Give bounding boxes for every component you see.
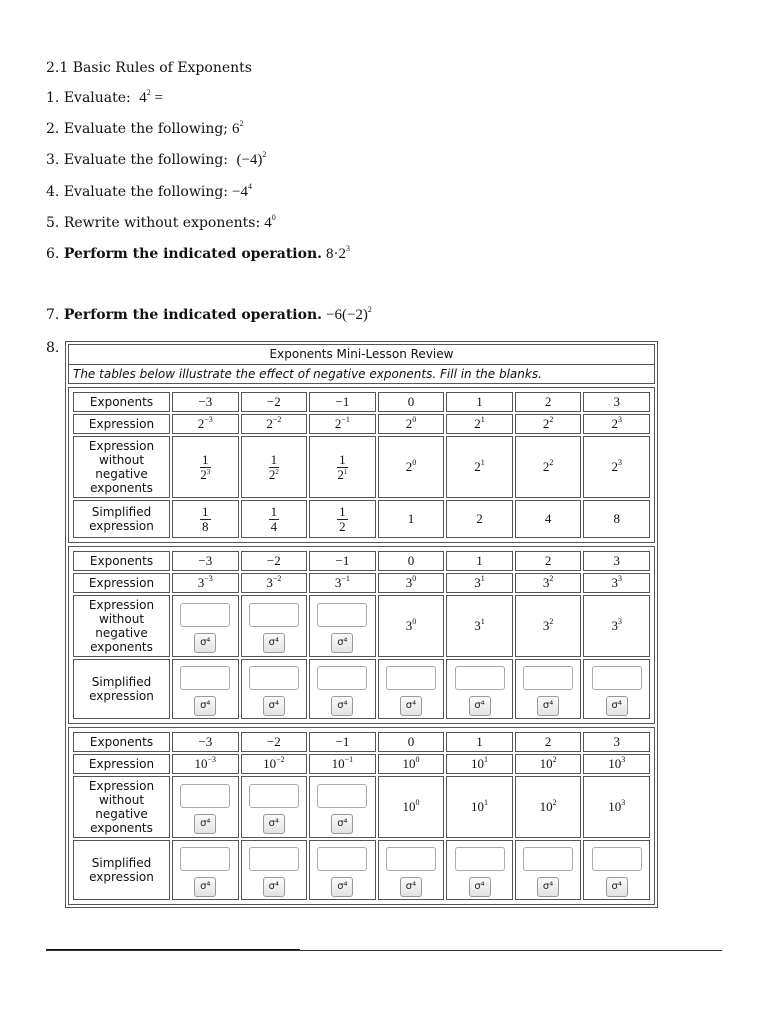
- answer-input[interactable]: [317, 666, 367, 690]
- table-row-expression: [73, 754, 650, 774]
- table-cell: 2: [515, 732, 582, 752]
- table-cell: $2^3$: [583, 414, 650, 434]
- table-cell: $2^{-3}$: [172, 414, 239, 434]
- cell-value: $10^3$: [608, 798, 626, 814]
- answer-input[interactable]: [592, 666, 642, 690]
- question-6: [46, 246, 350, 263]
- table-cell: 2: [515, 392, 582, 412]
- table-row-exponents: [73, 732, 650, 752]
- table-cell: [515, 595, 582, 657]
- answer-input[interactable]: [386, 847, 436, 871]
- table-cell: −1: [309, 392, 376, 412]
- table-cell: 0: [378, 551, 445, 571]
- equation-editor-icon[interactable]: σ⁴: [331, 633, 353, 653]
- table-cell: $2^{-1}$: [309, 414, 376, 434]
- table-cell: $3^{-2}$: [241, 573, 308, 593]
- row-label: Expression without negative exponents: [73, 776, 170, 838]
- table-cell: $3^2$: [515, 573, 582, 593]
- answer-input[interactable]: [455, 847, 505, 871]
- answer-input[interactable]: [386, 666, 436, 690]
- equation-editor-icon[interactable]: σ⁴: [400, 696, 422, 716]
- question-number: 3.: [46, 152, 64, 168]
- table-cell: [378, 436, 445, 498]
- cell-value: $10^1$: [471, 798, 489, 814]
- equation-editor-icon[interactable]: σ⁴: [263, 877, 285, 897]
- cell-value: $2^0$: [405, 458, 417, 474]
- cell-value: $3^0$: [405, 617, 417, 633]
- question-number: 1.: [46, 90, 64, 106]
- question-number: 2.: [46, 121, 64, 137]
- cell-value: $2^3$: [611, 458, 622, 474]
- denominator: 2: [339, 518, 346, 534]
- review-tables: [68, 387, 655, 905]
- denominator: $2^3$: [200, 466, 211, 482]
- equation-editor-icon[interactable]: σ⁴: [194, 696, 216, 716]
- question-5: [46, 215, 276, 232]
- equation-editor-icon[interactable]: σ⁴: [331, 814, 353, 834]
- answer-input[interactable]: [523, 847, 573, 871]
- table-cell: [446, 659, 513, 719]
- table-cell: −3: [172, 732, 239, 752]
- table-row-simplified: [73, 840, 650, 900]
- denominator: $2^1$: [337, 466, 348, 482]
- equation-editor-icon[interactable]: σ⁴: [331, 696, 353, 716]
- table-cell: −2: [241, 392, 308, 412]
- exponent-table-base-2: [68, 387, 655, 543]
- table-cell: $2^{-2}$: [241, 414, 308, 434]
- question-text: Evaluate the following:: [63, 152, 233, 168]
- table-cell: [172, 500, 239, 538]
- question-text: Evaluate:: [63, 90, 136, 106]
- table-cell: [172, 659, 239, 719]
- table-cell: [378, 776, 445, 838]
- question-2: [46, 121, 244, 138]
- table-cell: [583, 659, 650, 719]
- question-expression: $4^0$: [264, 213, 276, 231]
- table-cell: [378, 840, 445, 900]
- table-cell: 0: [378, 392, 445, 412]
- table-cell: [583, 436, 650, 498]
- question-expression: $-6(-2)^2$: [326, 305, 372, 323]
- table-cell: [515, 840, 582, 900]
- question-instruction: Perform the indicated operation.: [63, 307, 322, 323]
- table-cell: 1: [446, 392, 513, 412]
- review-title: Exponents Mini-Lesson Review: [68, 344, 655, 365]
- exponent-table-base-10: [68, 727, 655, 905]
- table-cell: $3^3$: [583, 573, 650, 593]
- table-cell: [241, 659, 308, 719]
- table-cell: [446, 595, 513, 657]
- question-text: Rewrite without exponents:: [63, 215, 261, 231]
- question-text: Evaluate the following;: [63, 121, 229, 137]
- answer-input[interactable]: [249, 603, 299, 627]
- table-cell: $10^2$: [515, 754, 582, 774]
- table-cell: $3^0$: [378, 573, 445, 593]
- row-label: Exponents: [73, 392, 170, 412]
- cell-value: 2: [476, 511, 483, 526]
- table-cell: [309, 500, 376, 538]
- table-cell: [583, 840, 650, 900]
- table-cell: [583, 776, 650, 838]
- question-text: Evaluate the following:: [63, 184, 229, 200]
- table-cell: [309, 776, 376, 838]
- table-cell: 3: [583, 551, 650, 571]
- table-cell: [172, 436, 239, 498]
- fraction: [269, 453, 280, 482]
- answer-input[interactable]: [249, 666, 299, 690]
- table-cell: 1: [446, 551, 513, 571]
- cell-value: $3^3$: [611, 617, 622, 633]
- cell-value: $2^1$: [474, 458, 485, 474]
- table-row-expression: [73, 573, 650, 593]
- exponents-review-panel: [65, 341, 658, 908]
- table-row-simplified: [73, 500, 650, 538]
- table-cell: $10^{-3}$: [172, 754, 239, 774]
- row-label: Simplified expression: [73, 840, 170, 900]
- fraction: [337, 505, 348, 534]
- fraction: [269, 505, 280, 534]
- denominator: 4: [270, 518, 278, 534]
- question-expression: $(-4)^2$: [236, 150, 267, 168]
- denominator: $2^2$: [268, 466, 279, 482]
- table-cell: [378, 500, 445, 538]
- table-cell: $2^2$: [515, 414, 582, 434]
- table-cell: [309, 595, 376, 657]
- equation-editor-icon[interactable]: σ⁴: [263, 633, 285, 653]
- row-label: Exponents: [73, 732, 170, 752]
- review-instructions: The tables below illustrate the effect of negative exponents. Fill in the blanks.: [68, 365, 655, 384]
- table-cell: $10^0$: [378, 754, 445, 774]
- equation-editor-icon[interactable]: σ⁴: [263, 696, 285, 716]
- equation-editor-icon[interactable]: σ⁴: [263, 814, 285, 834]
- table-cell: −2: [241, 551, 308, 571]
- fraction: [337, 453, 348, 482]
- table-cell: 3: [583, 392, 650, 412]
- table-cell: $10^{-2}$: [241, 754, 308, 774]
- row-label: Expression without negative exponents: [73, 595, 170, 657]
- equation-editor-icon[interactable]: σ⁴: [606, 877, 628, 897]
- table-row-without-negative: [73, 595, 650, 657]
- equation-editor-icon[interactable]: σ⁴: [331, 877, 353, 897]
- equation-editor-icon[interactable]: σ⁴: [469, 877, 491, 897]
- equation-editor-icon[interactable]: σ⁴: [194, 633, 216, 653]
- question-expression: $-4^4$: [232, 182, 252, 200]
- table-cell: [309, 436, 376, 498]
- question-expression: $8\cdot 2^3$: [326, 244, 350, 262]
- table-cell: [241, 500, 308, 538]
- cell-value: $10^0$: [402, 798, 420, 814]
- table-cell: $10^1$: [446, 754, 513, 774]
- question-number: 6.: [46, 246, 64, 262]
- table-cell: [446, 436, 513, 498]
- question-4: [46, 184, 252, 201]
- table-row-exponents: [73, 551, 650, 571]
- answer-input[interactable]: [317, 847, 367, 871]
- answer-input[interactable]: [317, 603, 367, 627]
- row-label: Simplified expression: [73, 659, 170, 719]
- cell-value: 1: [407, 511, 415, 526]
- table-cell: [241, 595, 308, 657]
- question-number: 4.: [46, 184, 64, 200]
- answer-input[interactable]: [249, 784, 299, 808]
- cell-value: $2^2$: [542, 458, 554, 474]
- table-cell: [172, 840, 239, 900]
- table-row-exponents: [73, 392, 650, 412]
- numerator: 1: [339, 451, 346, 467]
- table-cell: −2: [241, 732, 308, 752]
- footer-rule: [46, 950, 722, 951]
- table-row-expression: [73, 414, 650, 434]
- table-row-without-negative: [73, 776, 650, 838]
- table-cell: $3^{-3}$: [172, 573, 239, 593]
- question-3: [46, 152, 266, 169]
- table-cell: [309, 840, 376, 900]
- equation-editor-icon[interactable]: σ⁴: [194, 877, 216, 897]
- cell-value: 4: [544, 511, 552, 526]
- question-expression: $6^2$: [232, 119, 244, 137]
- question-instruction: Perform the indicated operation.: [63, 246, 322, 262]
- fraction: [200, 505, 211, 534]
- table-cell: [515, 776, 582, 838]
- cell-value: $3^2$: [542, 617, 554, 633]
- question-number: 5.: [46, 215, 64, 231]
- table-cell: $3^1$: [446, 573, 513, 593]
- table-cell: $10^{-1}$: [309, 754, 376, 774]
- table-cell: $2^1$: [446, 414, 513, 434]
- question-1: [46, 90, 163, 107]
- equation-editor-icon[interactable]: σ⁴: [606, 696, 628, 716]
- table-cell: 3: [583, 732, 650, 752]
- table-cell: [172, 595, 239, 657]
- row-label: Exponents: [73, 551, 170, 571]
- equation-editor-icon[interactable]: σ⁴: [469, 696, 491, 716]
- table-cell: −1: [309, 732, 376, 752]
- table-cell: [172, 776, 239, 838]
- table-cell: 1: [446, 732, 513, 752]
- numerator: 1: [202, 503, 209, 519]
- table-cell: [241, 840, 308, 900]
- table-cell: 0: [378, 732, 445, 752]
- table-cell: $2^0$: [378, 414, 445, 434]
- table-cell: [241, 436, 308, 498]
- question-number: 7.: [46, 307, 64, 323]
- answer-input[interactable]: [180, 847, 230, 871]
- cell-value: $10^2$: [539, 798, 557, 814]
- table-cell: [378, 659, 445, 719]
- table-cell: −3: [172, 551, 239, 571]
- numerator: 1: [270, 503, 278, 519]
- denominator: 8: [202, 518, 209, 534]
- table-cell: [309, 659, 376, 719]
- answer-input[interactable]: [523, 666, 573, 690]
- row-label: Simplified expression: [73, 500, 170, 538]
- table-cell: [378, 595, 445, 657]
- answer-input[interactable]: [180, 666, 230, 690]
- table-cell: 2: [515, 551, 582, 571]
- table-cell: [446, 840, 513, 900]
- table-cell: [583, 595, 650, 657]
- row-label: Expression: [73, 573, 170, 593]
- answer-input[interactable]: [180, 784, 230, 808]
- row-label: Expression: [73, 754, 170, 774]
- row-label: Expression without negative exponents: [73, 436, 170, 498]
- table-row-simplified: [73, 659, 650, 719]
- table-cell: [583, 500, 650, 538]
- numerator: 1: [270, 451, 278, 467]
- exponent-table-base-3: [68, 546, 655, 724]
- cell-value: 8: [613, 511, 620, 526]
- worksheet-heading: 2.1 Basic Rules of Exponents: [46, 60, 252, 76]
- table-cell: [515, 436, 582, 498]
- table-cell: [446, 776, 513, 838]
- row-label: Expression: [73, 414, 170, 434]
- fraction: [200, 453, 211, 482]
- table-cell: $10^3$: [583, 754, 650, 774]
- table-cell: −3: [172, 392, 239, 412]
- answer-input[interactable]: [455, 666, 505, 690]
- equation-editor-icon[interactable]: σ⁴: [194, 814, 216, 834]
- table-cell: $3^{-1}$: [309, 573, 376, 593]
- equation-editor-icon[interactable]: σ⁴: [537, 696, 559, 716]
- numerator: 1: [339, 503, 346, 519]
- answer-input[interactable]: [317, 784, 367, 808]
- answer-input[interactable]: [592, 847, 642, 871]
- table-cell: [515, 500, 582, 538]
- cell-value: $3^1$: [474, 617, 485, 633]
- answer-input[interactable]: [249, 847, 299, 871]
- table-cell: −1: [309, 551, 376, 571]
- table-row-without-negative: [73, 436, 650, 498]
- numerator: 1: [202, 451, 209, 467]
- question-expression: $4^2$ =: [139, 88, 163, 106]
- answer-input[interactable]: [180, 603, 230, 627]
- equation-editor-icon[interactable]: σ⁴: [400, 877, 422, 897]
- question-8-number: 8.: [46, 340, 60, 356]
- question-7: [46, 307, 372, 324]
- table-cell: [515, 659, 582, 719]
- equation-editor-icon[interactable]: σ⁴: [537, 877, 559, 897]
- table-cell: [241, 776, 308, 838]
- table-cell: [446, 500, 513, 538]
